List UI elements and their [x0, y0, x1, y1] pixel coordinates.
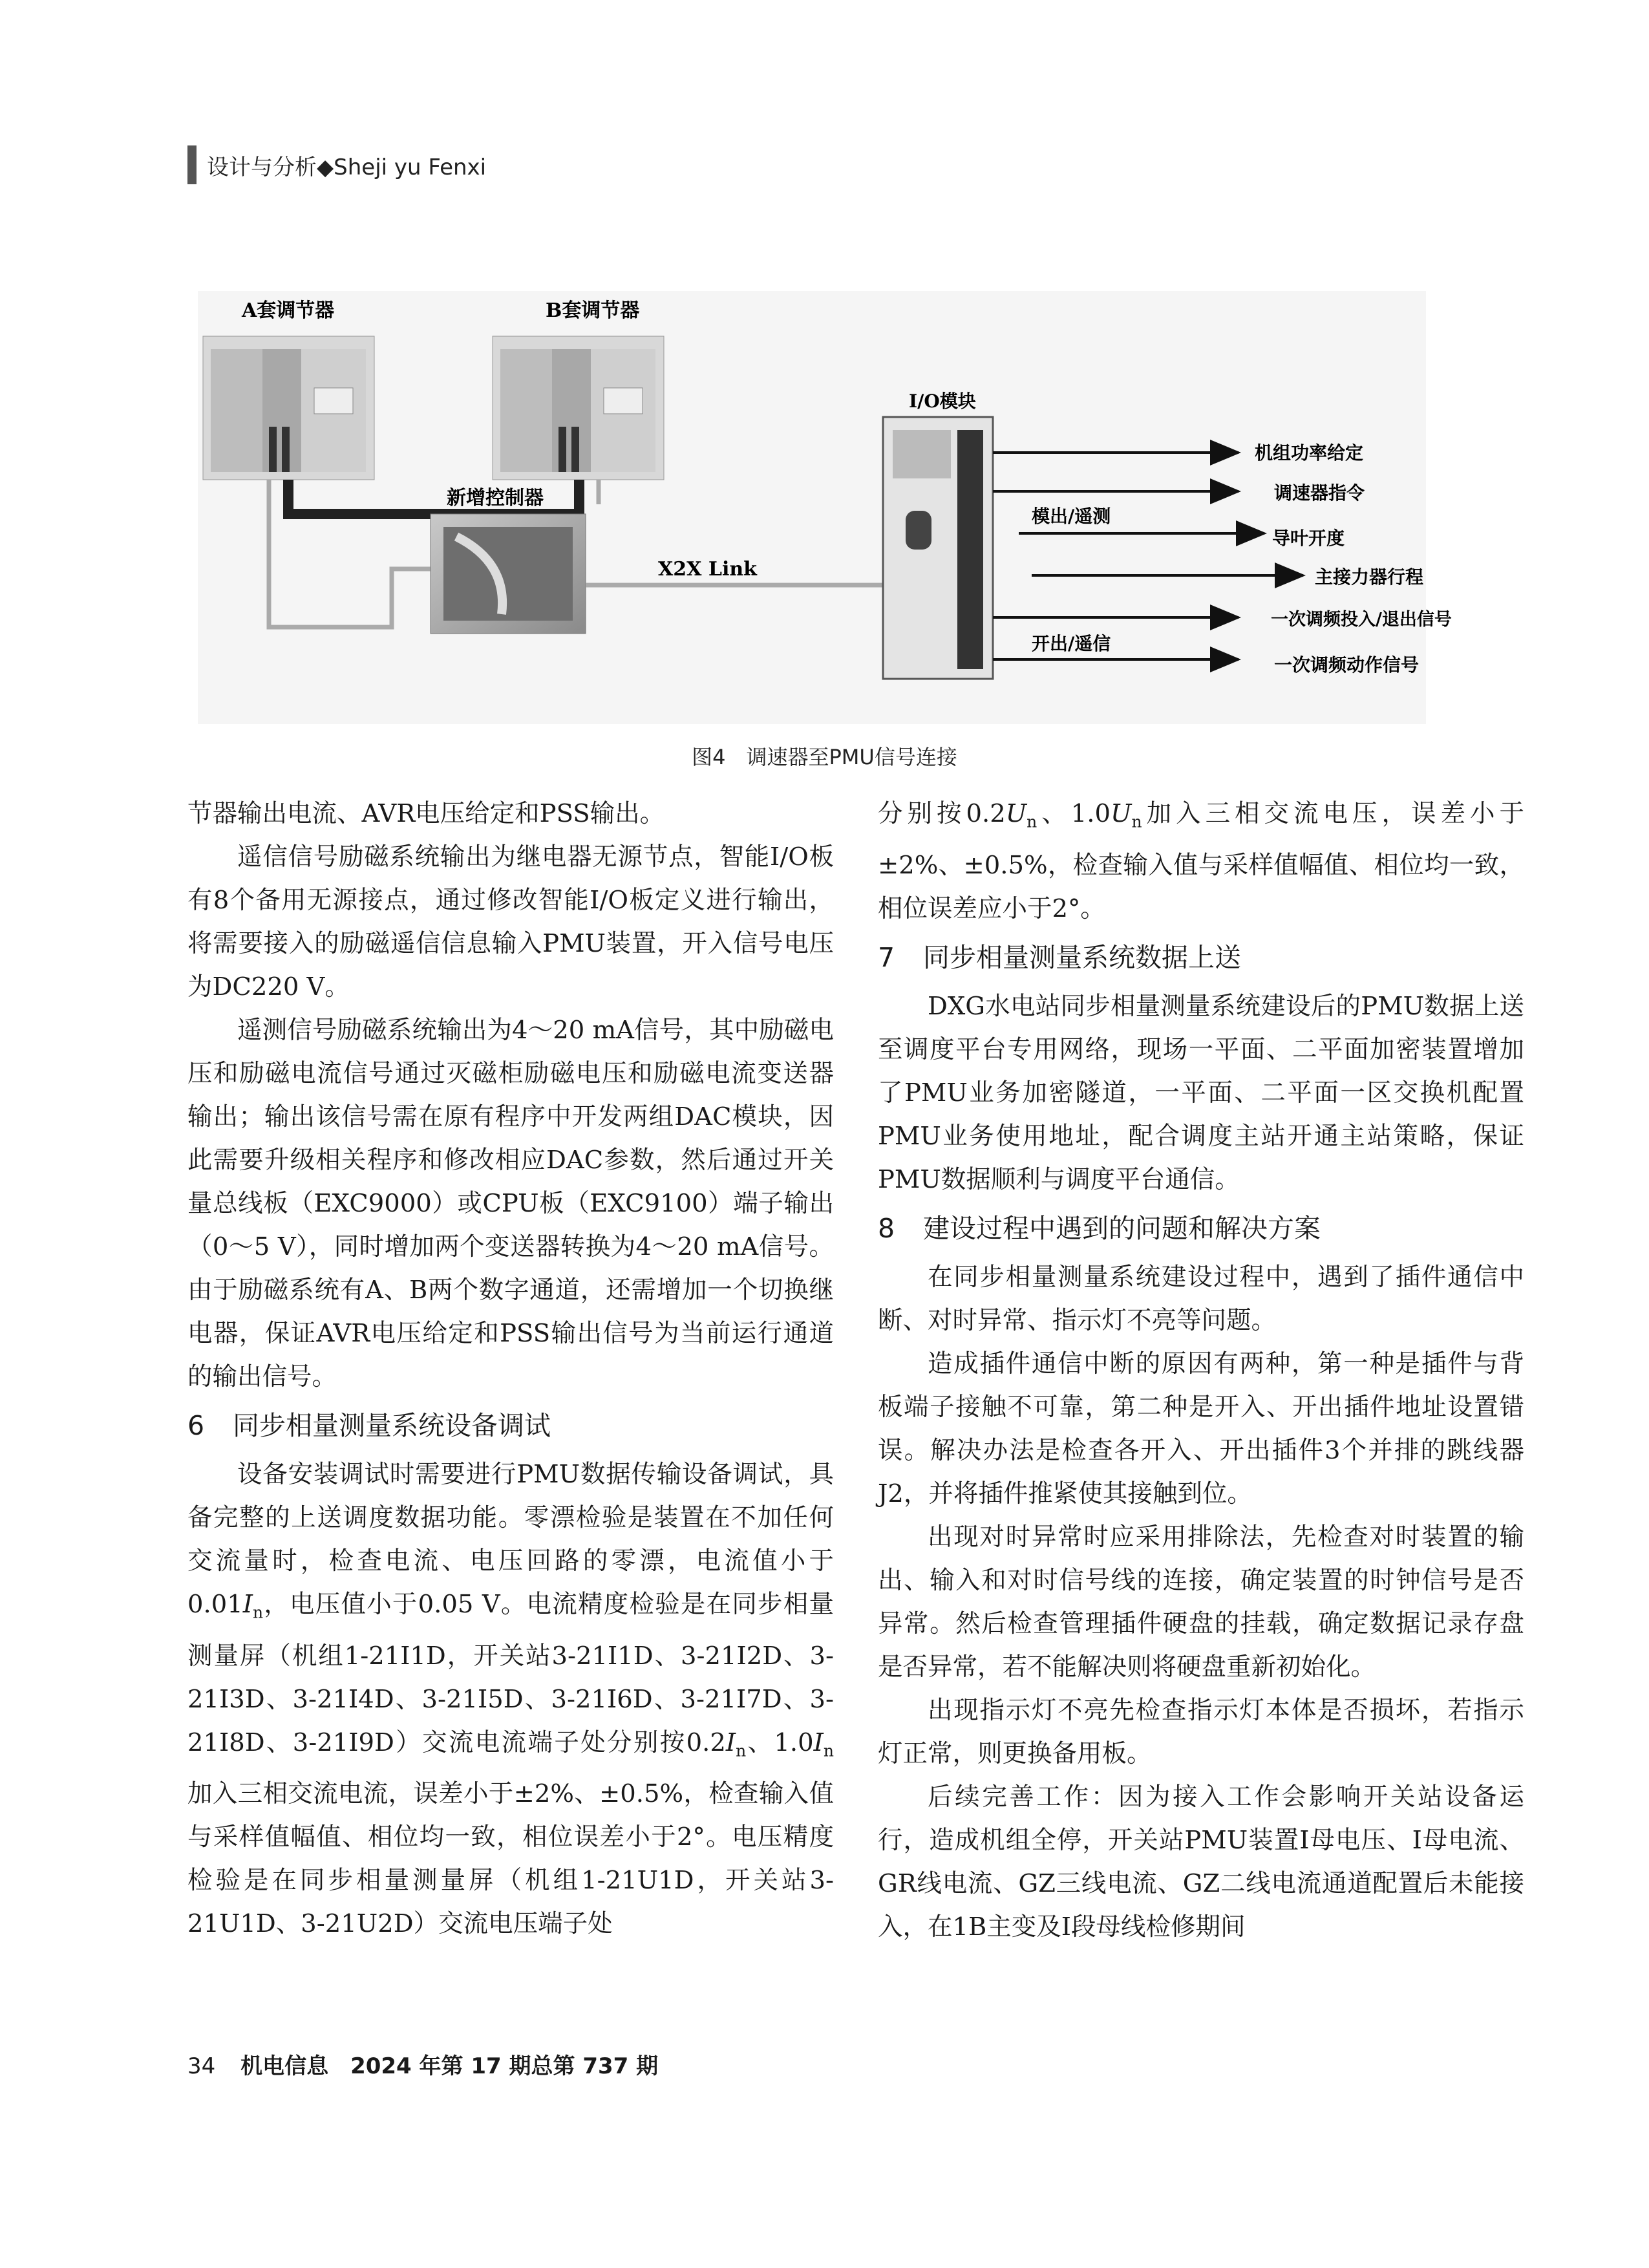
label-digital-out: 开出/遥信 — [1032, 633, 1111, 654]
symbol-u: U — [1005, 799, 1027, 828]
running-header — [187, 145, 486, 184]
header-bar — [187, 145, 197, 184]
paragraph: 造成插件通信中断的原因有两种，第一种是插件与背板端子接触不可靠，第二种是开入、开出插件地址设置错误。解决办法是检查各开入、开出插件3个并排的跳线器J2，并将插件推紧使其接触到位。 — [878, 1349, 1524, 1508]
signal-diagram — [198, 291, 1452, 724]
label-output-6: 一次调频动作信号 — [1274, 654, 1420, 676]
text-run: 加入三相交流电压，误差小于±2%、±0.5%，检查输入值与采样值幅值、相位均一致，相位误差应小于2°。 — [878, 799, 1524, 923]
paragraph: 出现对时异常时应采用排除法，先检查对时装置的输出、输入和对时信号线的连接，确定装置的时钟信号是否异常。然后检查管理插件硬盘的挂载，确定数据记录存盘是否异常，若不能解决则将硬盘重新初始化。 — [878, 1522, 1524, 1682]
text-run: 、1.0 — [1037, 799, 1111, 828]
paragraph — [878, 792, 1524, 930]
subscript-n: n — [252, 1603, 264, 1622]
text-run: 分别按0.2 — [878, 799, 1006, 828]
io-module-photo — [883, 417, 993, 679]
text-run: 加入三相交流电流，误差小于±2%、±0.5%，检查输入值与采样值幅值、相位均一致，相位误差小于2°。电压精度检验是在同步相量测量屏（机组1-21U1D，开关站3-21U1D、3-21U2D）交流电压端子处 — [187, 1779, 834, 1939]
paragraph: 节器输出电流、AVR电压给定和PSS输出。 — [187, 799, 665, 828]
label-x2x-link: X2X Link — [658, 558, 757, 581]
label-output-3: 导叶开度 — [1272, 528, 1345, 549]
journal-info: 机电信息 2024 年第 17 期总第 737 期 — [240, 2053, 659, 2079]
section-heading-6 — [187, 1402, 834, 1449]
paragraph — [187, 1453, 834, 1945]
section-number: 6 — [187, 1410, 205, 1441]
page-footer — [187, 2048, 658, 2080]
header-text: 设计与分析◆Sheji yu Fenxi — [207, 154, 487, 180]
regulator-b-photo — [493, 336, 664, 480]
label-analog-out: 模出/遥测 — [1032, 506, 1111, 527]
text-run: ，电压值小于0.05 V。电流精度检验是在同步相量测量屏（机组1-21I1D，开关站3-21I1D、3-21I2D、3-21I3D、3-21I4D、3-21I5D、3-21I6D、3-21I7D、3-21I8D、3-21I9D）交流电流端子处分别按0.2 — [187, 1590, 834, 1757]
paragraph: 后续完善工作：因为接入工作会影响开关站设备运行，造成机组全停，开关站PMU装置Ⅰ母电压、Ⅰ母电流、GR线电流、GZ三线电流、GZ二线电流通道配置后未能接入，在1B主变及Ⅰ段母线检修期间 — [878, 1782, 1524, 1942]
right-column — [878, 792, 1524, 1949]
subscript-n: n — [1131, 812, 1142, 831]
symbol-u: U — [1111, 799, 1132, 828]
paragraph: DXG水电站同步相量测量系统建设后的PMU数据上送至调度平台专用网络，现场一平面、二平面加密装置增加了PMU业务加密隧道，一平面、二平面一区交换机配置PMU业务使用地址，配合调度主站开通主站策略，保证PMU数据顺利与调度平台通信。 — [878, 991, 1524, 1194]
symbol-i: I — [725, 1728, 736, 1757]
paragraph: 遥信信号励磁系统输出为继电器无源节点，智能I/O板有8个备用无源接点，通过修改智能I/O板定义进行输出，将需要接入的励磁遥信信息输入PMU装置，开入信号电压为DC220 V。 — [187, 842, 834, 1001]
label-controller: 新增控制器 — [447, 487, 544, 509]
section-heading-8 — [878, 1205, 1524, 1252]
controller-photo — [431, 514, 586, 634]
label-output-5: 一次调频投入/退出信号 — [1271, 610, 1452, 630]
label-output-2: 调速器指令 — [1274, 482, 1365, 504]
left-column — [187, 792, 834, 1945]
section-number: 8 — [878, 1212, 895, 1244]
paragraph: 在同步相量测量系统建设过程中，遇到了插件通信中断、对时异常、指示灯不亮等问题。 — [878, 1262, 1524, 1335]
text-run: 、1.0 — [746, 1728, 814, 1757]
label-regulator-a: A套调节器 — [242, 299, 335, 322]
label-output-4: 主接力器行程 — [1315, 566, 1424, 588]
subscript-n: n — [1027, 812, 1037, 831]
paragraph: 遥测信号励磁系统输出为4～20 mA信号，其中励磁电压和励磁电流信号通过灭磁柜励磁电压和励磁电流变送器输出；输出该信号需在原有程序中开发两组DAC模块，因此需要升级相关程序和修改相应DAC参数，然后通过开关量总线板（EXC9000）或CPU板（EXC9100）端子输出（0～5 V），同时增加两个变送器转换为4～20 mA信号。由于励磁系统有A、B两个数字通道，还需增加一个切换继电器，保证AVR电压给定和PSS输出信号为当前运行通道的输出信号。 — [187, 1016, 834, 1391]
section-title: 同步相量测量系统数据上送 — [923, 941, 1241, 973]
regulator-a-photo — [203, 336, 374, 480]
figure-4 — [198, 291, 1452, 724]
section-number: 7 — [878, 941, 895, 973]
symbol-i: I — [242, 1590, 253, 1619]
page-number: 34 — [187, 2053, 216, 2079]
subscript-n: n — [823, 1741, 834, 1760]
section-heading-7 — [878, 934, 1524, 981]
figure-caption: 图4 调速器至PMU信号连接 — [692, 745, 957, 769]
label-output-1: 机组功率给定 — [1255, 442, 1364, 464]
paragraph: 出现指示灯不亮先检查指示灯本体是否损坏，若指示灯正常，则更换备用板。 — [878, 1695, 1524, 1768]
symbol-i: I — [813, 1728, 824, 1757]
label-regulator-b: B套调节器 — [546, 299, 640, 322]
label-io-module: I/O模块 — [909, 390, 976, 412]
text-run: 设备安装调试时需要进行PMU数据传输设备调试，具备完整的上送调度数据功能。零漂检验是装置在不加任何交流量时，检查电流、电压回路的零漂，电流值小于0.01 — [187, 1460, 834, 1619]
section-title: 建设过程中遇到的问题和解决方案 — [923, 1212, 1321, 1244]
section-title: 同步相量测量系统设备调试 — [233, 1410, 551, 1441]
subscript-n: n — [736, 1741, 747, 1760]
figure-background — [198, 291, 1426, 724]
